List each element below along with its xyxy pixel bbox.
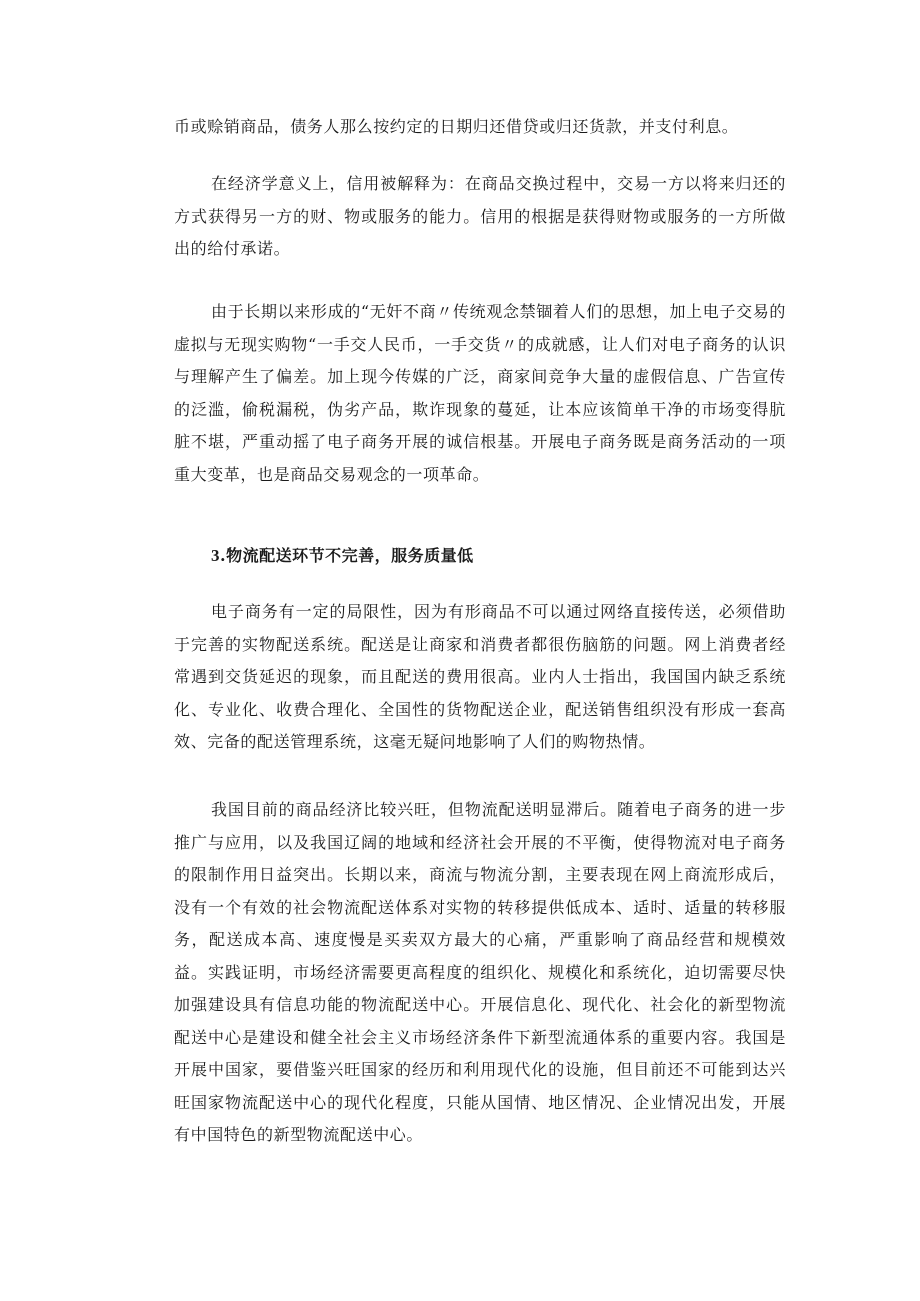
section-number: 3 (211, 546, 220, 565)
paragraph-logistics-development: 我国目前的商品经济比较兴旺，但物流配送明显滞后。随着电子商务的进一步推广与应用，以及我国辽阔的地域和经济社会开展的不平衡，使得物流对电子商务的限制作用日益突出。长期以来，商流与物流分割，主要表现在网上商流形成后，没有一个有效的社会物流配送体系对实物的转移提供低成本、适时、适量的转移服务，配送成本高、速度慢是买卖双方最大的心痛，严重影响了商品经营和规模效益。实践证明，市场经济需要更高程度的组织化、规模化和系统化，迫切需要尽快加强建设具有信息功能的物流配送中心。开展信息化、现代化、社会化的新型物流配送中心是建设和健全社会主义市场经济条件下新型流通体系的重要内容。我国是开展中国家，要借鉴兴旺国家的经历和利用现代化的设施，但目前还不可能到达兴旺国家物流配送中心的现代化程度，只能从国情、地区情况、企业情况出发，开展有中国特色的新型物流配送中心。 (174, 800, 786, 1144)
paragraph-credit-definition: 在经济学意义上，信用被解释为：在商品交换过程中，交易一方以将来归还的方式获得另一方的财、物或服务的能力。信用的根据是获得财物或服务的一方所做出的给付承诺。 (174, 174, 786, 258)
section-title: .物流配送环节不完善，服务质量低 (220, 546, 474, 565)
paragraph-logistics-limits: 电子商务有一定的局限性，因为有形商品不可以通过网络直接传送，必须借助于完善的实物配送系统。配送是让商家和消费者都很伤脑筋的问题。网上消费者经常遇到交货延迟的现象，而且配送的费用很高。业内人士指出，我国国内缺乏系统化、专业化、收费合理化、全国性的货物配送企业，配送销售组织没有形成一套高效、完备的配送管理系统，这毫无疑问地影响了人们的购物热情。 (174, 602, 786, 751)
paragraph-continuation: 币或赊销商品，债务人那么按约定的日期归还借贷或归还货款，并支付利息。 (174, 117, 739, 136)
paragraph-integrity-issues: 由于长期以来形成的“无奸不商〃传统观念禁锢着人们的思想，加上电子交易的虚拟与无现实购物“一手交人民币，一手交货〃的成就感，让人们对电子商务的认识与理解产生了偏差。加上现今传媒的广泛，商家间竞争大量的虚假信息、广告宣传的泛滥，偷税漏税，伪劣产品，欺诈现象的蔓延，让本应该简单干净的市场变得肮脏不堪，严重动摇了电子商务开展的诚信根基。开展电子商务既是商务活动的一项重大变革，也是商品交易观念的一项革命。 (174, 302, 786, 484)
section-heading (211, 540, 786, 572)
